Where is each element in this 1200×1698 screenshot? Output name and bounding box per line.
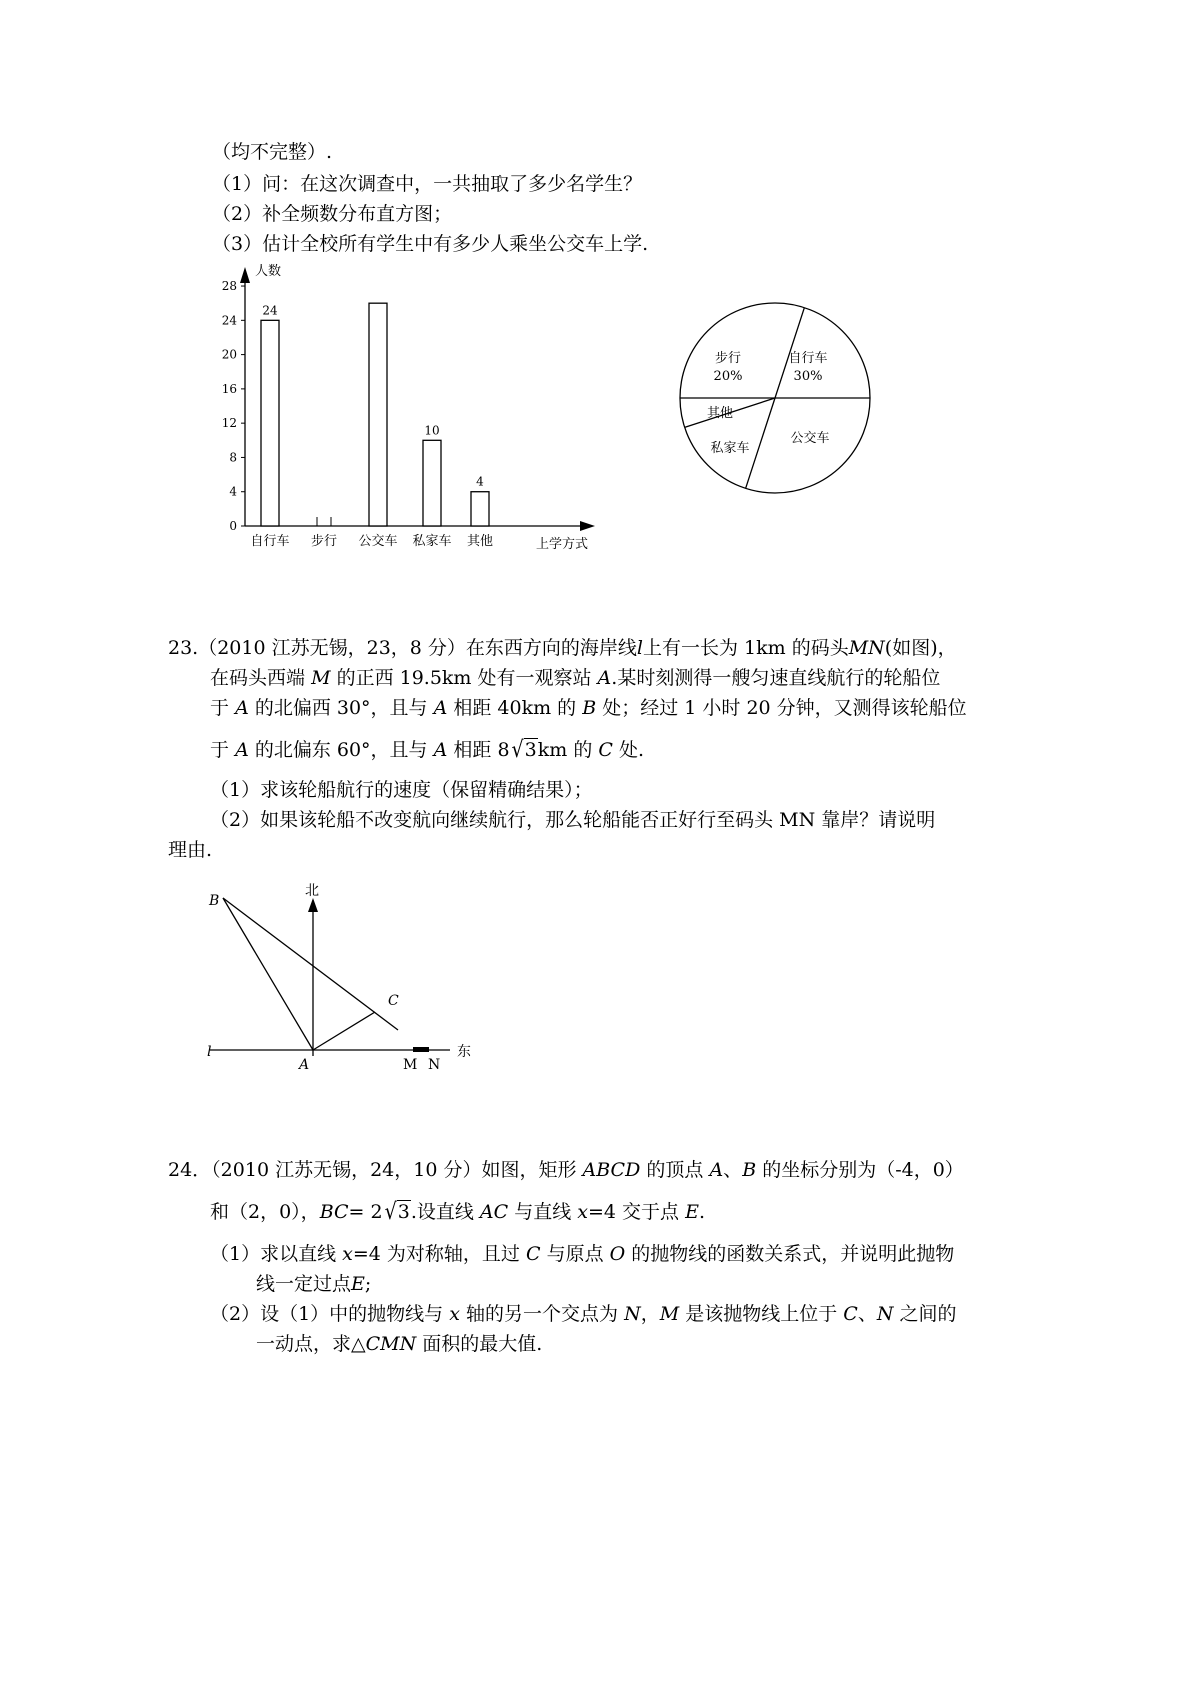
q22-sub1: （1）问：在这次调查中，一共抽取了多少名学生？ — [212, 173, 643, 195]
y-axis-arrow — [240, 267, 250, 283]
pie-label: 步行 — [714, 351, 742, 366]
bar-其他 — [471, 492, 489, 526]
x-axis-label: 上学方式 — [536, 537, 589, 552]
q24-sub2: （2）设（1）中的抛物线与 x 轴的另一个交点为 N，M 是该抛物线上位于 C、N 之间的 — [210, 1303, 957, 1325]
pie-percent: 20% — [713, 369, 743, 384]
q23-line4: 于 A 的北偏东 60°，且与 A 相距 8 √3km 的 C 处. — [210, 736, 645, 764]
label-north: 北 — [305, 883, 319, 899]
label-n: N — [428, 1057, 441, 1073]
label-m: M — [403, 1057, 418, 1073]
x-tick-label: 公交车 — [358, 534, 398, 549]
y-tick-label: 16 — [221, 381, 237, 396]
q24-sub1b: 线一定过点E; — [256, 1273, 372, 1295]
pie-label: 自行车 — [788, 351, 828, 366]
q23-diagram — [195, 880, 495, 1080]
q22-intro-tail: （均不完整）. — [212, 141, 333, 163]
x-axis-arrow — [580, 521, 595, 531]
pie-label: 私家车 — [710, 441, 750, 456]
bar-chart — [200, 255, 620, 565]
sqrt-3-b: √3 — [384, 1198, 410, 1226]
y-tick-label: 28 — [221, 279, 237, 294]
x-tick-label: 自行车 — [250, 534, 290, 549]
label-east: 东 — [457, 1044, 471, 1060]
q22-sub3: （3）估计全校所有学生中有多少人乘坐公交车上学. — [212, 233, 649, 255]
y-tick-label: 4 — [229, 484, 237, 499]
y-tick-label: 0 — [229, 519, 237, 533]
data-label: 10 — [424, 423, 440, 438]
q22-sub2: （2）补全频数分布直方图； — [212, 203, 453, 225]
y-tick-label: 8 — [229, 450, 237, 465]
x-tick-label: 其他 — [466, 534, 494, 549]
y-tick-label: 24 — [221, 313, 237, 328]
x-tick-label: 步行 — [310, 534, 338, 549]
pie-chart — [670, 290, 890, 510]
y-tick-label: 12 — [221, 416, 237, 431]
q23-sub1: （1）求该轮船航行的速度（保留精确结果）； — [210, 779, 593, 801]
bar-私家车 — [423, 440, 441, 526]
label-a: A — [299, 1057, 310, 1073]
q23-sub2: （2）如果该轮船不改变航向继续航行，那么轮船能否正好行至码头 MN 靠岸？请说明 — [210, 809, 936, 831]
label-b: B — [209, 893, 220, 909]
q23-line1: 23.（2010 江苏无锡，23，8 分）在东西方向的海岸线l上有一长为 1km 的码头MN(如图)， — [168, 637, 957, 659]
q24-line2: 和（2，0），BC= 2 √3.设直线 AC 与直线 x=4 交于点 E. — [210, 1198, 706, 1226]
pie-percent: 30% — [793, 369, 823, 384]
bar-公交车 — [369, 303, 387, 526]
y-tick-label: 20 — [221, 347, 237, 362]
x-tick-label: 私家车 — [412, 534, 452, 549]
pie-label: 公交车 — [790, 431, 830, 446]
q24-sub1: （1）求以直线 x=4 为对称轴，且过 C 与原点 O 的抛物线的函数关系式，并说明此抛物 — [210, 1243, 955, 1265]
q23-line3: 于 A 的北偏西 30°，且与 A 相距 40km 的 B 处；经过 1 小时 20 分钟，又测得该轮船位 — [210, 697, 967, 719]
sqrt-3: √3 — [511, 736, 537, 764]
label-l: l — [207, 1044, 212, 1060]
y-axis-label: 人数 — [255, 264, 282, 279]
bar-自行车 — [261, 320, 279, 526]
label-c: C — [388, 993, 399, 1009]
q24-line1: 24．（2010 江苏无锡，24，10 分）如图，矩形 ABCD 的顶点 A、B 的坐标分别为（-4，0） — [168, 1159, 964, 1181]
q23-sub2b: 理由. — [168, 839, 213, 861]
data-label: 24 — [262, 303, 278, 318]
data-label: 4 — [476, 474, 484, 489]
q23-line2: 在码头西端 M 的正西 19.5km 处有一观察站 A.某时刻测得一艘匀速直线航行的轮船位 — [210, 667, 941, 689]
q24-sub2b: 一动点，求△CMN 面积的最大值. — [256, 1333, 543, 1355]
pie-label: 其他 — [706, 406, 734, 421]
